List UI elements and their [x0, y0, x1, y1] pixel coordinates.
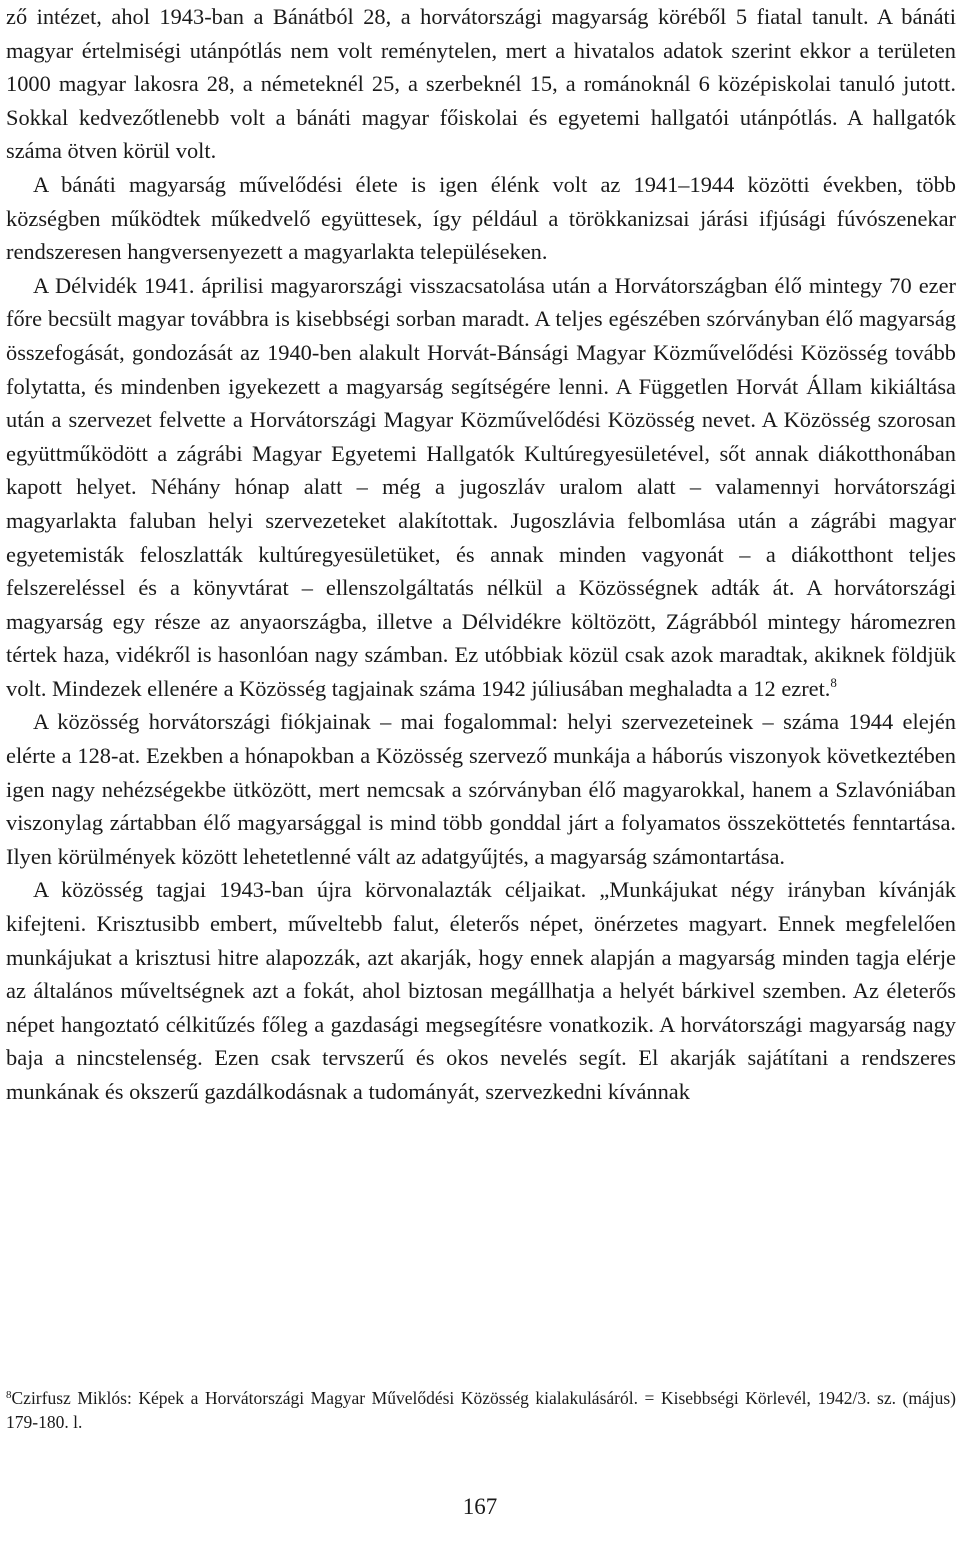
paragraph-2-text: A bánáti magyarság művelődési élete is igen élénk volt az 1941–1944 közötti években, több községben működtek műkedvelő együttesek, így például a törökkanizsai járási ifjúsági fúvószenekar rendszeresen hangversenyezett a magyarlakta településeken. [6, 171, 956, 265]
paragraph-1 [6, 0, 956, 168]
footnote-marker: 8 [6, 1389, 12, 1401]
page-body [6, 0, 956, 1109]
page-number: 167 [462, 1494, 498, 1519]
paragraph-3 [6, 269, 956, 706]
paragraph-4-text: A közösség horvátországi fiókjainak – mai fogalommal: helyi szervezeteinek – száma 1944 elején elérte a 128-at. Ezekben a hónapokban a Közösség szervező munkája a háborús viszonyok következtében igen nagy nehézségekbe ütközött, mert nemcsak a szórványban élő magyarokkal, hanem a Szlavóniában viszonylag zártabban élő magyarsággal is mind több gonddal járt a folyamatos összeköttetés fenntartása. Ilyen körülmények között lehetetlenné vált az adatgyűjtés, a magyarság számontartása. [6, 709, 956, 869]
paragraph-5 [6, 873, 956, 1108]
footnote-text: Czirfusz Miklós: Képek a Horvátországi Magyar Művelődési Közösség kialakulásáról. = Kisebbségi Körlevél, 1942/3. sz. (május) 179-180. l. [6, 1388, 956, 1432]
paragraph-4 [6, 705, 956, 873]
paragraph-5-text: A közösség tagjai 1943-ban újra körvonalazták céljaikat. „Munkájukat négy irányban kívánják kifejteni. Krisztusibb embert, műveltebb falut, életerős népet, önérzetes magyart. Ennek megfelelően munkájukat a krisztusi hitre alapozzák, azt akarják, hogy ennek alapján a magyarság minden tagja elérje az általános műveltségnek azt a fokát, ahol biztosan megállhatja a helyét bárkivel szemben. Az életerős népet hangoztató célkitűzés főleg a gazdasági megsegítésre vonatkozik. A horvátországi magyarság nagy baja a nincstelenség. Ezen csak tervszerű és okos nevelés segít. El akarják sajátítani a rendszeres munkának és okszerű gazdálkodásnak a tudományát, szervezkedni kívánnak [6, 877, 956, 1104]
paragraph-1-text: ző intézet, ahol 1943-ban a Bánátból 28, a horvátországi magyarság köréből 5 fiatal tanult. A bánáti magyar értelmiségi utánpótlás nem volt reménytelen, mert a hivatalos adatok szerint ekkor a területen 1000 magyar lakosra 28, a németeknél 25, a szerbeknél 15, a románoknál 6 középiskolai tanuló jutott. Sokkal kedvezőtlenebb volt a bánáti magyar főiskolai és egyetemi hallgatói utánpótlás. A hallgatók száma ötven körül volt. [6, 4, 956, 164]
footnote [6, 1386, 956, 1434]
paragraph-2 [6, 168, 956, 269]
paragraph-3-text: A Délvidék 1941. áprilisi magyarországi visszacsatolása után a Horvátországban élő mintegy 70 ezer főre becsült magyar továbbra is kisebbségi sorban maradt. A teljes egészében szórványban élő magyarság összefogását, gondozását az 1940-ben alakult Horvát-Bánsági Magyar Közművelődési Közösség tovább folytatta, és mindenben igyekezett a magyarság segítségére lenni. A Független Horvát Állam kikiáltása után a szervezet felvette a Horvátországi Magyar Közművelődési Közösség nevet. A Közösség szorosan együttműködött a zágrábi Magyar Egyetemi Hallgatók Kultúregyesületével, sőt annak diákotthonában kapott helyet. Néhány hónap alatt – még a jugoszláv uralom alatt – valamennyi horvátországi magyarlakta faluban helyi szervezeteket alakítottak. Jugoszlávia felbomlása után a zágrábi magyar egyetemisták feloszlatták kultúregyesületüket, és annak minden vagyonát – a diákotthont teljes felszereléssel és a könyvtárat – ellenszolgáltatás nélkül a Közösségnek adták át. A horvátországi magyarság egy része az anyaországba, illetve a Délvidékre költözött, Zágrábból mintegy háromezren tértek haza, vidékről is hasonlóan nagy számban. Ez utóbbiak közül csak azok maradtak, akiknek földjük volt. Mindezek ellenére a Közösség tagjainak száma 1942 júliusában meghaladta a 12 ezret. [6, 272, 956, 701]
footnote-reference[interactable]: 8 [830, 674, 837, 690]
